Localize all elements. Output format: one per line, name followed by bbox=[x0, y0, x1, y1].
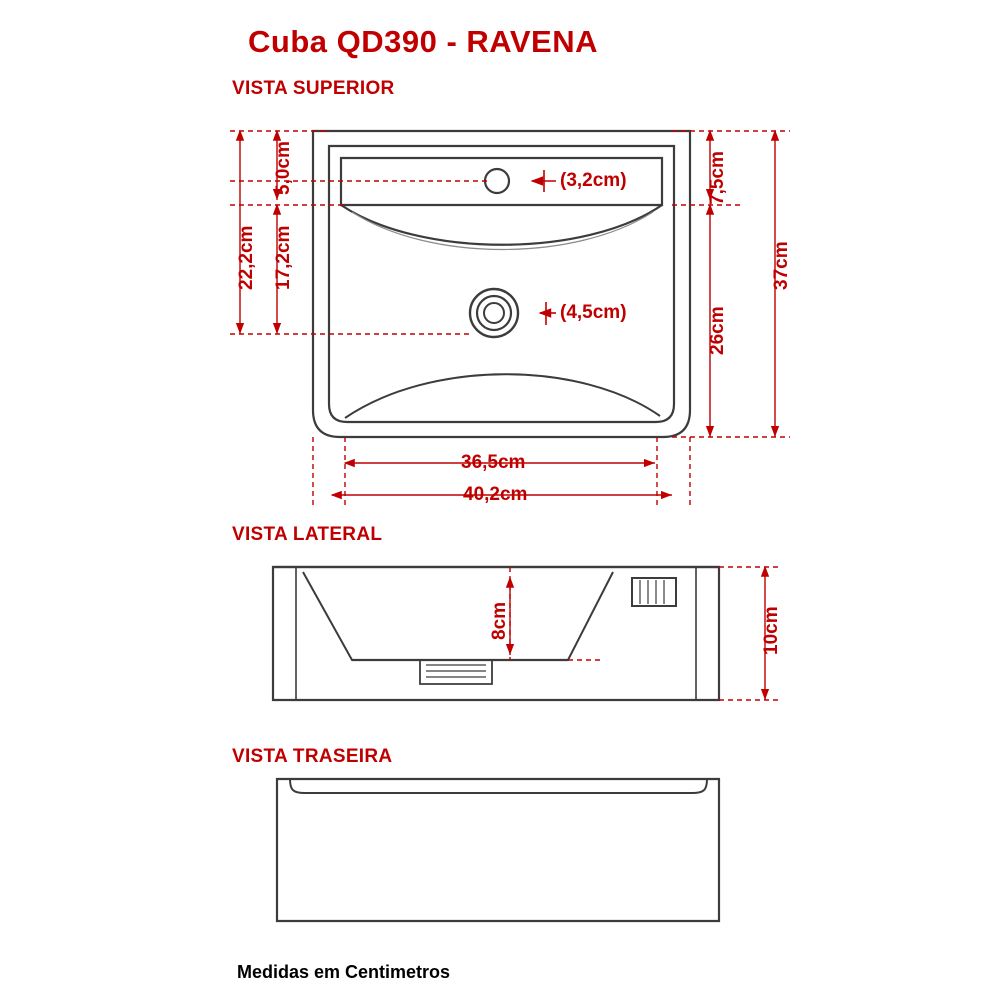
dim-bottom-outer-width: 40,2cm bbox=[463, 484, 528, 505]
measurement-units-note: Medidas em Centimetros bbox=[237, 962, 451, 982]
dim-drain-hole-diameter: (4,5cm) bbox=[560, 302, 627, 323]
dim-bottom-inner-width: 36,5cm bbox=[461, 452, 526, 473]
section-label-side-view: VISTA LATERAL bbox=[232, 524, 383, 545]
dim-right-top-offset: 7,5cm bbox=[707, 151, 728, 205]
side-view-dimensions bbox=[510, 567, 780, 700]
page-title: Cuba QD390 - RAVENA bbox=[248, 24, 598, 59]
top-view-left-dimensions bbox=[230, 131, 490, 334]
section-label-top-view: VISTA SUPERIOR bbox=[232, 78, 395, 99]
dim-right-inner-height: 26cm bbox=[707, 306, 728, 355]
dim-faucet-hole-diameter: (3,2cm) bbox=[560, 170, 627, 191]
top-view-basin bbox=[313, 131, 690, 437]
faucet-hole bbox=[485, 169, 509, 193]
section-label-rear-view: VISTA TRASEIRA bbox=[232, 746, 393, 767]
dim-left-small-offset: 5,0cm bbox=[273, 141, 294, 195]
dim-left-inner-height: 17,2cm bbox=[273, 225, 294, 290]
dim-side-inner-depth: 8cm bbox=[489, 601, 510, 640]
drain-hole bbox=[470, 289, 518, 337]
dim-side-outer-height: 10cm bbox=[761, 606, 782, 655]
hole-dimension-callouts bbox=[532, 170, 556, 325]
rear-view-basin bbox=[277, 779, 719, 921]
dim-left-outer-height: 22,2cm bbox=[236, 225, 257, 290]
dim-right-outer-height: 37cm bbox=[771, 241, 792, 290]
